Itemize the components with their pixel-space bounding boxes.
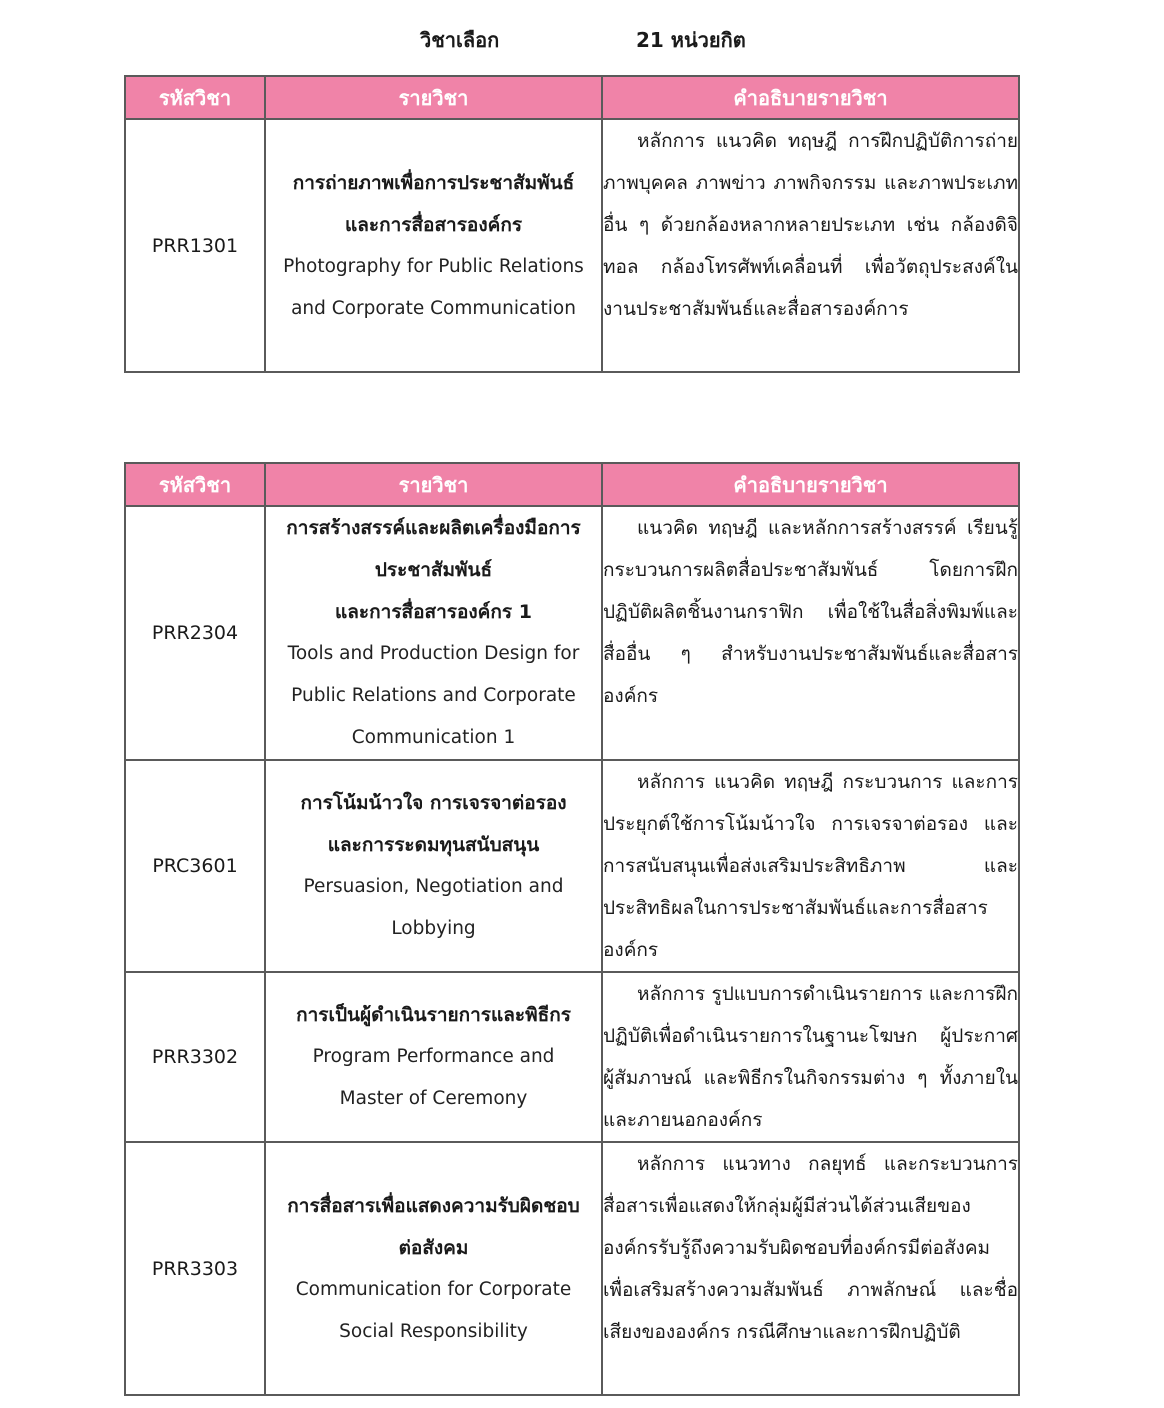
course-name bbox=[265, 119, 602, 372]
course-name-thai: การเป็นผู้ดำเนินรายการและพิธีกร bbox=[296, 1004, 571, 1026]
course-code: PRR3302 bbox=[125, 972, 265, 1142]
course-description bbox=[602, 506, 1019, 760]
table-row bbox=[125, 119, 1019, 372]
course-code: PRC3601 bbox=[125, 760, 265, 972]
subject-type-label: วิชาเลือก bbox=[420, 28, 500, 52]
course-description-text: หลักการ แนวคิด ทฤษฎี กระบวนการ และการประยุกต์ใช้การโน้มน้าวใจ การเจรจาต่อรอง และการสนับสนุนเพื่อส่งเสริมประสิทธิภาพ และประสิทธิผลในการประชาสัมพันธ์และการสื่อสารองค์กร bbox=[603, 771, 1018, 961]
page-heading bbox=[0, 18, 1164, 54]
course-description bbox=[602, 760, 1019, 972]
course-name bbox=[265, 972, 602, 1142]
course-name-thai: การโน้มน้าวใจ การเจรจาต่อรอง และการระดมทุนสนับสนุน bbox=[300, 792, 567, 856]
course-name bbox=[265, 760, 602, 972]
table-row bbox=[125, 1142, 1019, 1395]
course-description-text: หลักการ แนวคิด ทฤษฎี การฝึกปฏิบัติการถ่ายภาพบุคคล ภาพข่าว ภาพกิจกรรม และภาพประเภทอื่น ๆ ด้วยกล้องหลากหลายประเภท เช่น กล้องดิจิทอล กล้องโทรศัพท์เคลื่อนที่ เพื่อวัตถุประสงค์ในงานประชาสัมพันธ์และสื่อสารองค์การ bbox=[603, 130, 1018, 320]
column-header-name: รายวิชา bbox=[265, 76, 602, 119]
column-header-name: รายวิชา bbox=[265, 463, 602, 506]
course-table-1 bbox=[124, 75, 1020, 373]
course-name-english: Photography for Public Relations and Corporate Communication bbox=[283, 255, 584, 319]
course-description-text: หลักการ รูปแบบการดำเนินรายการ และการฝึกปฏิบัติเพื่อดำเนินรายการในฐานะโฆษก ผู้ประกาศ ผู้สัมภาษณ์ และพิธีกรในกิจกรรมต่าง ๆ ทั้งภายใน และภายนอกองค์กร bbox=[603, 983, 1018, 1131]
course-description bbox=[602, 119, 1019, 372]
course-name-thai: การสื่อสารเพื่อแสดงความรับผิดชอบ ต่อสังคม bbox=[287, 1194, 580, 1259]
course-name-english: Tools and Production Design for Public Relations and Corporate Communication 1 bbox=[287, 643, 580, 748]
course-description bbox=[602, 972, 1019, 1142]
column-header-desc: คำอธิบายรายวิชา bbox=[602, 76, 1019, 119]
course-name-english: Persuasion, Negotiation and Lobbying bbox=[303, 876, 564, 939]
table-row bbox=[125, 760, 1019, 972]
course-code: PRR1301 bbox=[125, 119, 265, 372]
course-description-text: แนวคิด ทฤษฎี และหลักการสร้างสรรค์ เรียนรู้กระบวนการผลิตสื่อประชาสัมพันธ์ โดยการฝึกปฏิบัติผลิตชิ้นงานกราฟิก เพื่อใช้ในสื่อสิ่งพิมพ์และสื่ออื่น ๆ สำหรับงานประชาสัมพันธ์และสื่อสารองค์กร bbox=[603, 517, 1018, 707]
table-row bbox=[125, 506, 1019, 760]
course-name-thai: การถ่ายภาพเพื่อการประชาสัมพันธ์ และการสื่อสารองค์กร bbox=[292, 171, 575, 236]
column-header-code: รหัสวิชา bbox=[125, 463, 265, 506]
column-header-code: รหัสวิชา bbox=[125, 76, 265, 119]
course-name-thai: การสร้างสรรค์และผลิตเครื่องมือการ ประชาสัมพันธ์ และการสื่อสารองค์กร 1 bbox=[286, 517, 581, 623]
table-header-row bbox=[125, 463, 1019, 506]
course-code: PRR3303 bbox=[125, 1142, 265, 1395]
table-row bbox=[125, 972, 1019, 1142]
course-name bbox=[265, 1142, 602, 1395]
credits-label: 21 หน่วยกิต bbox=[636, 28, 746, 52]
course-description-text: หลักการ แนวทาง กลยุทธ์ และกระบวนการสื่อสารเพื่อแสดงให้กลุ่มผู้มีส่วนได้ส่วนเสียขององค์กรรับรู้ถึงความรับผิดชอบที่องค์กรมีต่อสังคม เพื่อเสริมสร้างความสัมพันธ์ ภาพลักษณ์ และชื่อเสียงขององค์กร กรณีศึกษาและการฝึกปฏิบัติ bbox=[603, 1153, 1018, 1343]
table-header-row bbox=[125, 76, 1019, 119]
column-header-desc: คำอธิบายรายวิชา bbox=[602, 463, 1019, 506]
course-name bbox=[265, 506, 602, 760]
course-table-2 bbox=[124, 462, 1020, 1396]
course-description bbox=[602, 1142, 1019, 1395]
course-code: PRR2304 bbox=[125, 506, 265, 760]
course-name-english: Communication for Corporate Social Responsibility bbox=[295, 1278, 572, 1342]
course-name-english: Program Performance and Master of Ceremony bbox=[312, 1046, 555, 1109]
